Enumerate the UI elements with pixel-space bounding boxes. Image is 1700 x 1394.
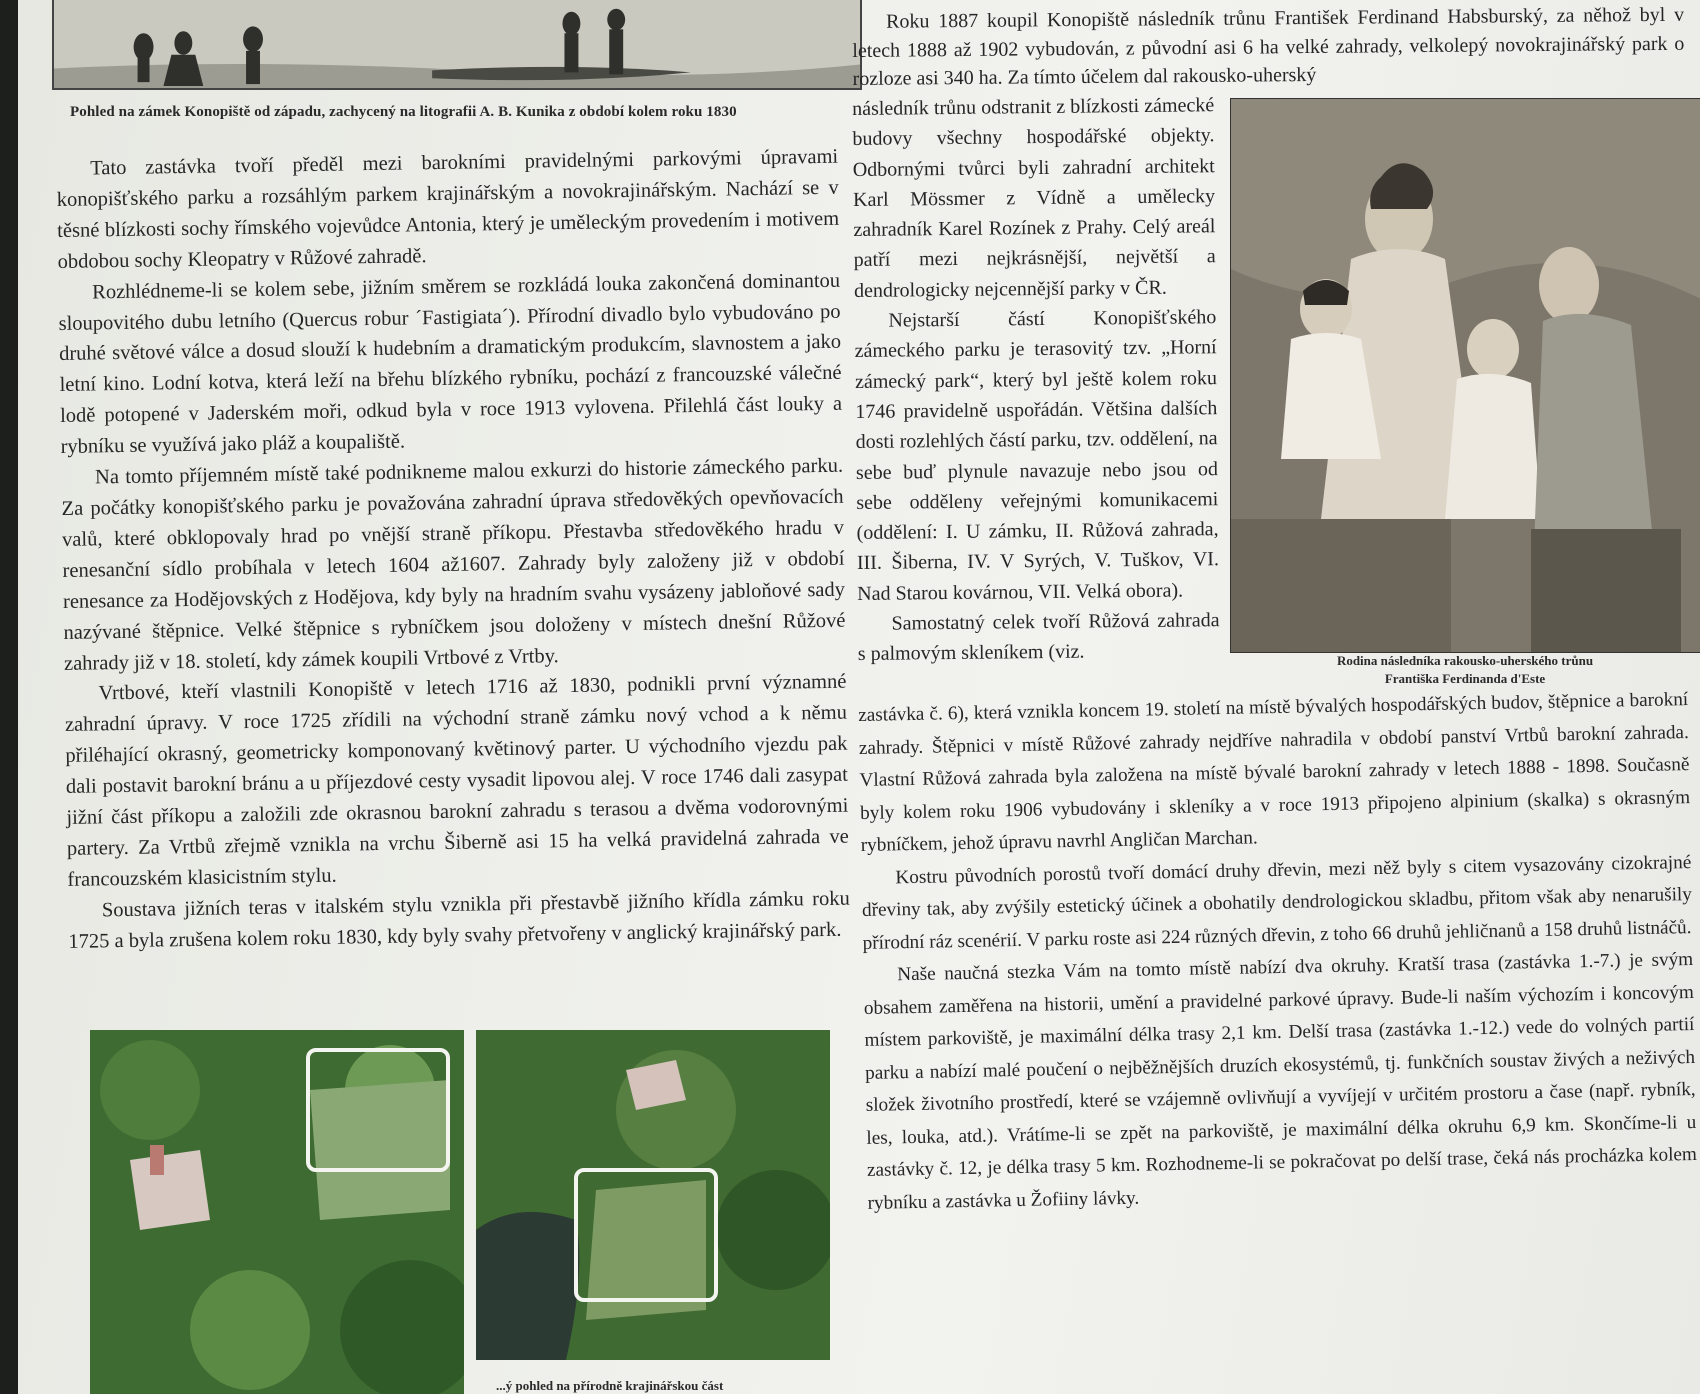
paragraph: Samostatný celek tvoří Růžová zahrada s palmovým skleníkem (viz. xyxy=(857,609,1220,666)
aerial-photo-castle xyxy=(90,1030,464,1394)
family-photo xyxy=(1230,98,1700,653)
paragraph: Vrtbové, kteří vlastnili Konopiště v letech 1716 až 1830, podnikli první významné zahradní úpravy. V roce 1725 zřídili na východní straně zámku nový vchod a k němu přiléhající okrasný, geometricky komponovaný květinový parter. U východního vjezdu pak dali postavit barokní bránu a u příjezdové cesty vysadit lipovou alej. V roce 1746 dali zasypat jižní část příkopu a založili zde okrasnou barokní zahradu s terasou a dvěma vodorovnými partery. Za Vrtbů zřejmě vznikla na vrchu Šiberně asi 15 ha velká pravidelná zahrada ve francouzském klasicistním stylu. xyxy=(64,671,849,891)
right-text-top xyxy=(852,1,1685,94)
paragraph: Naše naučná stezka Vám na tomto místě nabízí dva okruhy. Kratší trasa (zastávka 1.-7.) je svým obsahem zaměřena na historii, umění a pravidelné parkové úpravy. Bude-li naším výchozím i koncovým místem parkoviště, je maximální délka trasy 2,1 km. Delší trasa (zastávka 1.-12.) vede do volných partií parku a nabízí malé poučení o nejběžnějších druzích ekosystémů, tj. funkčních soustav živých a neživých složek životního prostředí, které se vzájemně ovlivňují a vyvíjejí v určitém prostoru a čase (např. rybník, les, louka, atd.). Vrátíme-li se zpět na parkoviště, je maximální délka okruhu 6,9 km. Skončíme-li u zastávky č. 12, je délka trasy 5 km. Rozhodneme-li se pokračovat po delší trase, čeká nás procházka kolem rybníku a zastávka u Žofiiny lávky. xyxy=(863,949,1698,1214)
family-photo-caption xyxy=(1230,652,1700,688)
aerial-castle-illustration xyxy=(90,1030,464,1394)
aerial-photo-park xyxy=(476,1030,830,1360)
caption-line: Rodina následníka rakousko-uherského trůnu xyxy=(1336,653,1594,668)
right-text-beside-photo xyxy=(852,90,1220,669)
paragraph: Roku 1887 koupil Konopiště následník trůnu František Ferdinand Habsburský, za něhož byl v letech 1888 až 1902 vybudován, z původní asi 6 ha velké zahrady, velkolepý novokrajinářský park o rozloze asi 340 ha. Za tímto účelem dal rakousko-uherský xyxy=(852,3,1685,90)
aerial-park-illustration xyxy=(476,1030,830,1360)
paragraph: Rozhlédneme-li se kolem sebe, jižním směrem se rozkládá louka zakončená dominantou sloupovitého dubu letního (Quercus robur ´Fastigiata´). Přírodní divadlo bylo vybudováno po druhé světové válce a dosud slouží k hudebním a dramatickým produkcím, slavnostem a jako letní kino. Lodní kotva, která leží na břehu blízkého rybníku, pochází z francouzské válečné lodě potopené v Jaderském moři, odkud byla v roce 1913 vylovena. Přilehlá část louky a rybníku se využívá jako pláž a koupaliště. xyxy=(58,269,843,459)
lithograph-caption: Pohled na zámek Konopiště od západu, zachycený na litografii A. B. Kunika z období kolem roku 1830 xyxy=(70,104,737,120)
caption-line: Františka Ferdinanda d'Este xyxy=(1384,671,1546,686)
lithograph-illustration xyxy=(54,0,860,88)
left-text-column xyxy=(56,142,851,958)
family-portrait-illustration xyxy=(1231,99,1700,652)
lithograph-image xyxy=(52,0,862,90)
paragraph: Kostru původních porostů tvoří domácí druhy dřevin, mezi něž byly s citem vysazovány cizokrajné dřeviny tak, aby zvýšily estetický účinek a obohatily dendrologickou skladbu, přitom však aby nenarušily přírodní ráz scenérií. V parku roste asi 224 různých dřevin, z toho 66 druhů jehličnanů a 158 druhů listnáčů. xyxy=(861,851,1693,954)
paragraph: následník trůnu odstranit z blízkosti zámecké budovy všechny hospodářské objekty. Odbornými tvůrci byli zahradní architekt Karl Mössmer z Vídně a umělecky zahradník Karel Rozínek z Prahy. Celý areál patří mezi nejkrásnější, největší a dendrologicky nejcennější parky v ČR. xyxy=(852,94,1216,302)
paragraph: Tato zastávka tvoří předěl mezi barokními pravidelnými parkovými úpravami konopišťského parku a rozsáhlým parkem krajinářským a novokrajinářským. Nachází se v těsné blízkosti sochy římského vojevůdce Antonia, který je uměleckým provedením i motivem obdobou sochy Kleopatry v Růžové zahradě. xyxy=(56,145,840,273)
paragraph: Na tomto příjemném místě také podnikneme malou exkurzi do historie zámeckého parku. Za počátky konopišťského parku je považována zahradní úprava středověkých opevňovacích valů, které obklopovaly hrad po vnější straně příkopu. Přestavba středověkého hradu v renesanční sídlo probíhala v letech 1604 až1607. Zahrady byly založeny již v období renesance za Hodějovských z Hodějova, kdy byly na hradním svahu vysázeny jabloňové sady nazývané štěpnice. Velké štěpnice s rybníčkem jsou doloženy v místech dnešní Růžové zahrady již v 18. století, kdy zámek koupili Vrtbové z Vrtby. xyxy=(61,454,846,675)
aerial-caption: ...ý pohled na přírodně krajinářskou část xyxy=(496,1378,724,1393)
paragraph: Soustava jižních teras v italském stylu vznikla při přestavbě jižního křídla zámku roku 1725 a byla zrušena kolem roku 1830, kdy byly svahy přetvořeny v anglický krajinářský park. xyxy=(68,887,850,953)
info-board xyxy=(18,0,1700,1394)
right-text-bottom xyxy=(858,684,1698,1220)
paragraph: Nejstarší částí Konopišťského zámeckého parku je terasovitý tzv. „Horní zámecký park“, který byl ještě kolem roku 1746 pravidelně uspořádán. Většina dalších dosti rozlehlých částí parku, tzv. oddělení, na sebe buď plynule navazuje nebo jsou od sebe odděleny veřejnými komunikacemi (oddělení: I. U zámku, II. Růžová zahrada, III. Šiberna, IV. V Syrých, V. Tuškov, VI. Nad Starou kovárnou, VII. Velká obora). xyxy=(854,306,1220,605)
paragraph: zastávka č. 6), která vznikla koncem 19. století na místě bývalých hospodářských budov, štěpnice a barokní zahrady. Štěpnici v místě Růžové zahrady nejdříve nahradila v období panství Vrtbů barokní zahrada. Vlastní Růžová zahrada byla založena na místě bývalé barokní zahrady v letech 1888 - 1898. Současně byly kolem roku 1906 vybudovány i skleníky a v roce 1913 připojeno alpinium (skalka) s okrasným rybníčkem, jehož úpravu navrhl Angličan Marchan. xyxy=(858,689,1691,856)
